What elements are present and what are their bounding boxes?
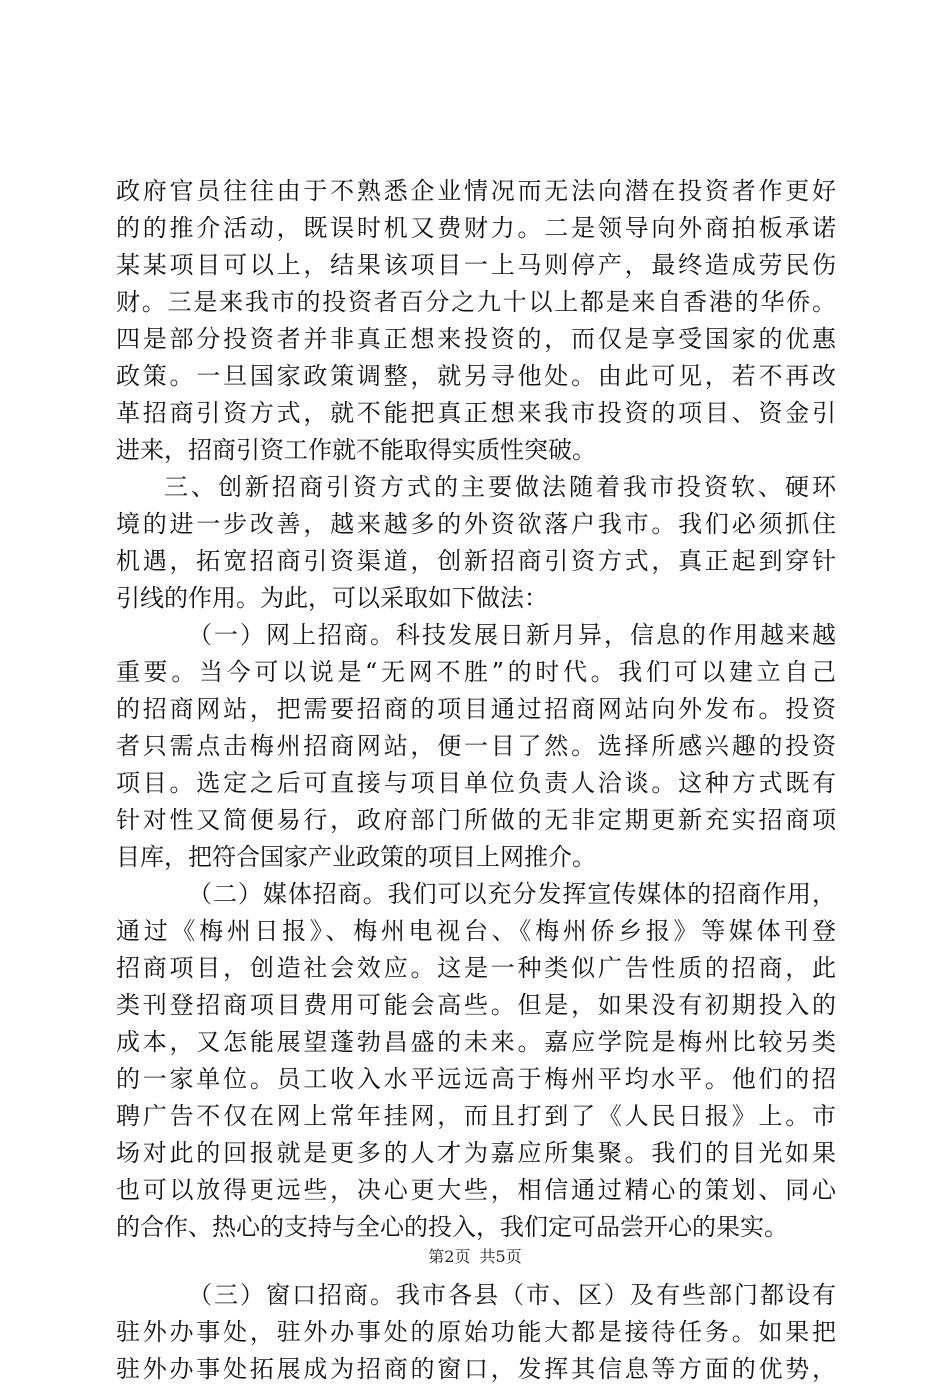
paragraph-start-line: 三、创新招商引资方式的主要做法随着我市投资软、硬环 [164, 473, 836, 501]
text-line: 重要。当今可以说是“无网不胜”的时代。我们可以建立自己 [116, 658, 836, 686]
text-line: 四是部分投资者并非真正想来投资的，而仅是享受国家的优惠 [116, 325, 836, 353]
text-line: 某某项目可以上，结果该项目一上马则停产，最终造成劳民伤 [116, 251, 836, 279]
text-line: 政府官员往往由于不熟悉企业情况而无法向潜在投资者作更好 [116, 177, 836, 205]
text-line: 革招商引资方式，就不能把真正想来我市投资的项目、资金引 [116, 399, 836, 427]
paragraph-start-line: （三）窗口招商。我市各县（市、区）及有些部门都设有 [188, 1281, 836, 1309]
text-line: 通过《梅州日报》、梅州电视台、《梅州侨乡报》等媒体刊登 [116, 917, 836, 945]
text-line: 聘广告不仅在网上常年挂网，而且打到了《人民日报》上。市 [116, 1102, 836, 1130]
text-line: 成本，又怎能展望蓬勃昌盛的未来。嘉应学院是梅州比较另类 [116, 1028, 836, 1056]
text-line: 者只需点击梅州招商网站，便一目了然。选择所感兴趣的投资 [116, 732, 836, 760]
document-body [116, 173, 836, 1388]
text-line: 机遇，拓宽招商引资渠道，创新招商引资方式，真正起到穿针 [116, 547, 836, 575]
text-line: 境的进一步改善，越来越多的外资欲落户我市。我们必须抓住 [116, 510, 836, 538]
text-line: 类刊登招商项目费用可能会高些。但是，如果没有初期投入的 [116, 991, 836, 1019]
page-footer [0, 1246, 950, 1268]
text-line: 场对此的回报就是更多的人才为嘉应所集聚。我们的目光如果 [116, 1139, 836, 1167]
text-line: 也可以放得更远些，决心更大些，相信通过精心的策划、同心 [116, 1176, 836, 1204]
text-line: 进来，招商引资工作就不能取得实质性突破。 [116, 436, 596, 464]
text-line: 项目。选定之后可直接与项目单位负责人洽谈。这种方式既有 [116, 769, 836, 797]
text-line: 招商项目，创造社会效应。这是一种类似广告性质的招商，此 [116, 954, 836, 982]
text-line: 目库，把符合国家产业政策的项目上网推介。 [116, 843, 596, 871]
text-line: 引线的作用。为此，可以采取如下做法： [116, 584, 548, 612]
text-line: 的一家单位。员工收入水平远远高于梅州平均水平。他们的招 [116, 1065, 836, 1093]
text-line: 的合作、热心的支持与全心的投入，我们定可品尝开心的果实。 [116, 1213, 788, 1241]
text-line: 的招商网站，把需要招商的项目通过招商网站向外发布。投资 [116, 695, 836, 723]
paragraph-start-line: （二）媒体招商。我们可以充分发挥宣传媒体的招商作用， [188, 880, 836, 908]
paragraph-start-line: （一）网上招商。科技发展日新月异，信息的作用越来越 [188, 621, 836, 649]
text-line: 财。三是来我市的投资者百分之九十以上都是来自香港的华侨。 [116, 288, 836, 316]
total-pages: 共5页 [479, 1247, 522, 1266]
page-number: 第2页 [428, 1247, 471, 1266]
text-line: 驻外办事处拓展成为招商的窗口，发挥其信息等方面的优势， [116, 1355, 836, 1383]
text-line: 的的推介活动，既误时机又费财力。二是领导向外商拍板承诺 [116, 214, 836, 242]
text-line: 针对性又简便易行，政府部门所做的无非定期更新充实招商项 [116, 806, 836, 834]
text-line: 政策。一旦国家政策调整，就另寻他处。由此可见，若不再改 [116, 362, 836, 390]
text-line: 驻外办事处，驻外办事处的原始功能大都是接待任务。如果把 [116, 1318, 836, 1346]
